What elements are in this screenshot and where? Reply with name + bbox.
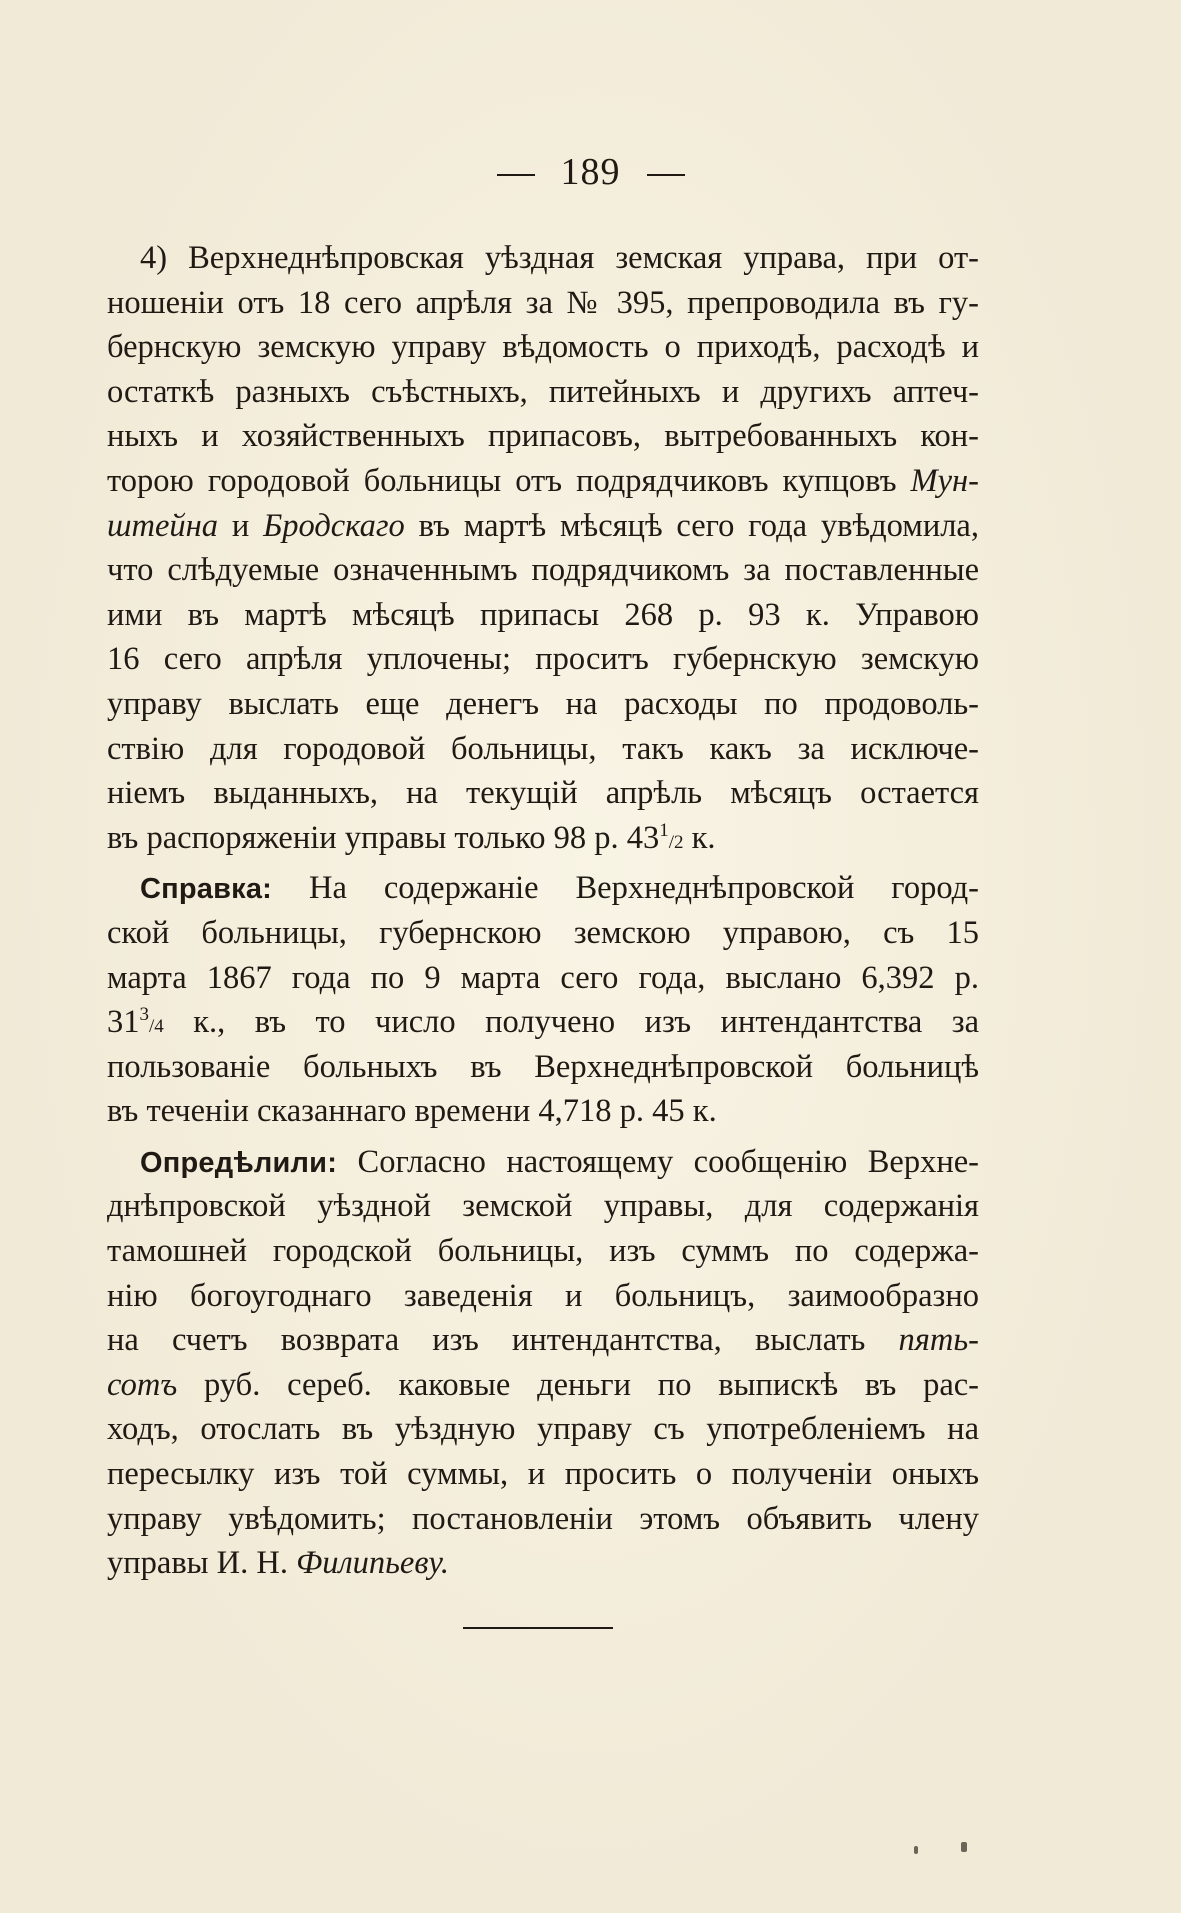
text-line xyxy=(107,1363,979,1408)
italic-word: сотъ xyxy=(107,1366,178,1403)
text-fragment: въ распоряженiи управы только 98 р. 43 xyxy=(107,819,660,856)
text-fragment: въ мартѣ мѣсяцѣ сего года увѣдомила, xyxy=(404,507,979,544)
text-line xyxy=(107,1318,979,1363)
text-line: ныхъ и хозяйственныхъ припасовъ, вытребованныхъ кон- xyxy=(107,418,979,455)
text-line: нiю богоугоднаго заведенiя и больницъ, заимообразно xyxy=(107,1277,979,1314)
fraction-numerator: 1 xyxy=(659,819,669,841)
paper-speck xyxy=(961,1842,967,1852)
text-line: въ теченiи сказаннаго времени 4,718 р. 45 к. xyxy=(107,1093,717,1130)
text-line: марта 1867 года по 9 марта сего года, выслано 6,392 р. xyxy=(107,959,979,996)
fraction-numerator: 3 xyxy=(139,1004,149,1026)
text-line: ношенiи отъ 18 сего апрѣля за № 395, препроводила въ гу- xyxy=(107,284,979,321)
text-line xyxy=(107,816,979,861)
paragraph-2 xyxy=(107,866,979,1134)
text-fragment: торою городовой больницы отъ подрядчиковъ купцовъ xyxy=(107,462,911,499)
text-fragment: 31 xyxy=(107,1004,140,1041)
text-line: пользованiе больныхъ въ Верхнеднѣпровской больницѣ xyxy=(107,1048,979,1085)
text-fragment: и xyxy=(218,507,264,544)
text-fragment: руб. сереб. каковые деньги по выпискѣ въ рас- xyxy=(177,1366,979,1403)
text-line: управу выслать еще денегъ на расходы по продоволь- xyxy=(107,685,979,722)
text-line: ской больницы, губернскою земскою управою, съ 15 xyxy=(107,914,979,951)
text-line: пересылку изъ той суммы, и просить о полученiи оныхъ xyxy=(107,1456,979,1493)
text-fragment: на счетъ возврата изъ интендантства, выслать xyxy=(107,1322,899,1359)
text-line: ими въ мартѣ мѣсяцѣ припасы 268 р. 93 к. Управою xyxy=(107,596,979,633)
text-line: нiемъ выданныхъ, на текущiй апрѣль мѣсяцъ остается xyxy=(107,775,979,812)
text-line: остаткѣ разныхъ съѣстныхъ, питейныхъ и другихъ аптеч- xyxy=(107,373,979,410)
page-number: 189 xyxy=(560,151,621,193)
text-line: ходъ, отослать въ уѣздную управу съ употребленiемъ на xyxy=(107,1411,979,1448)
text-line: ствiю для городовой больницы, такъ какъ за исключе- xyxy=(107,730,979,767)
italic-name: Мун- xyxy=(910,462,979,499)
body-text xyxy=(107,236,979,1586)
paragraph-3 xyxy=(107,1140,979,1586)
italic-word: пять- xyxy=(898,1322,979,1359)
text-line: 16 сего апрѣля уплочены; проситъ губернскую земскую xyxy=(107,641,979,678)
text-line: что слѣдуемые означеннымъ подрядчикомъ за поставленные xyxy=(107,552,979,589)
fraction-denominator: /4 xyxy=(149,1016,164,1038)
text-line xyxy=(107,504,979,549)
text-fragment: к. xyxy=(683,819,716,856)
closing-rule xyxy=(463,1627,613,1629)
header-dash-right xyxy=(647,174,685,176)
text-line: 4) Верхнеднѣпровская уѣздная земская управа, при от- xyxy=(140,240,979,276)
section-label: Справка: xyxy=(140,873,273,906)
text-line: тамошней городской больницы, изъ суммъ по содержа- xyxy=(107,1233,979,1270)
section-label: Опредѣлили: xyxy=(140,1146,338,1179)
paper-speck xyxy=(914,1846,918,1854)
text-line xyxy=(107,459,979,504)
page-header xyxy=(0,150,1181,194)
text-line xyxy=(107,866,979,911)
text-fragment: к., въ то число получено изъ интендантства за xyxy=(163,1004,979,1041)
text-fragment: Согласно настоящему сообщенiю Верхне- xyxy=(337,1143,979,1180)
fraction-denominator: /2 xyxy=(668,831,684,853)
text-line: управу увѣдомить; постановленiи этомъ объявить члену xyxy=(107,1500,979,1537)
paragraph-1 xyxy=(107,236,979,860)
text-line: днѣпровской уѣздной земской управы, для содержанiя xyxy=(107,1188,979,1225)
header-dash-left xyxy=(497,174,535,176)
text-line xyxy=(107,1140,979,1185)
italic-name: Филипьеву. xyxy=(296,1545,449,1582)
text-line xyxy=(107,1000,979,1045)
italic-name: Бродскаго xyxy=(263,507,405,544)
italic-name: штейна xyxy=(107,507,219,544)
text-line xyxy=(107,1541,979,1586)
text-line: бернскую земскую управу вѣдомость о приходѣ, расходѣ и xyxy=(107,329,979,366)
text-fragment: управы И. Н. xyxy=(107,1545,297,1582)
text-fragment: На содержанiе Верхнеднѣпровской город- xyxy=(272,870,979,907)
